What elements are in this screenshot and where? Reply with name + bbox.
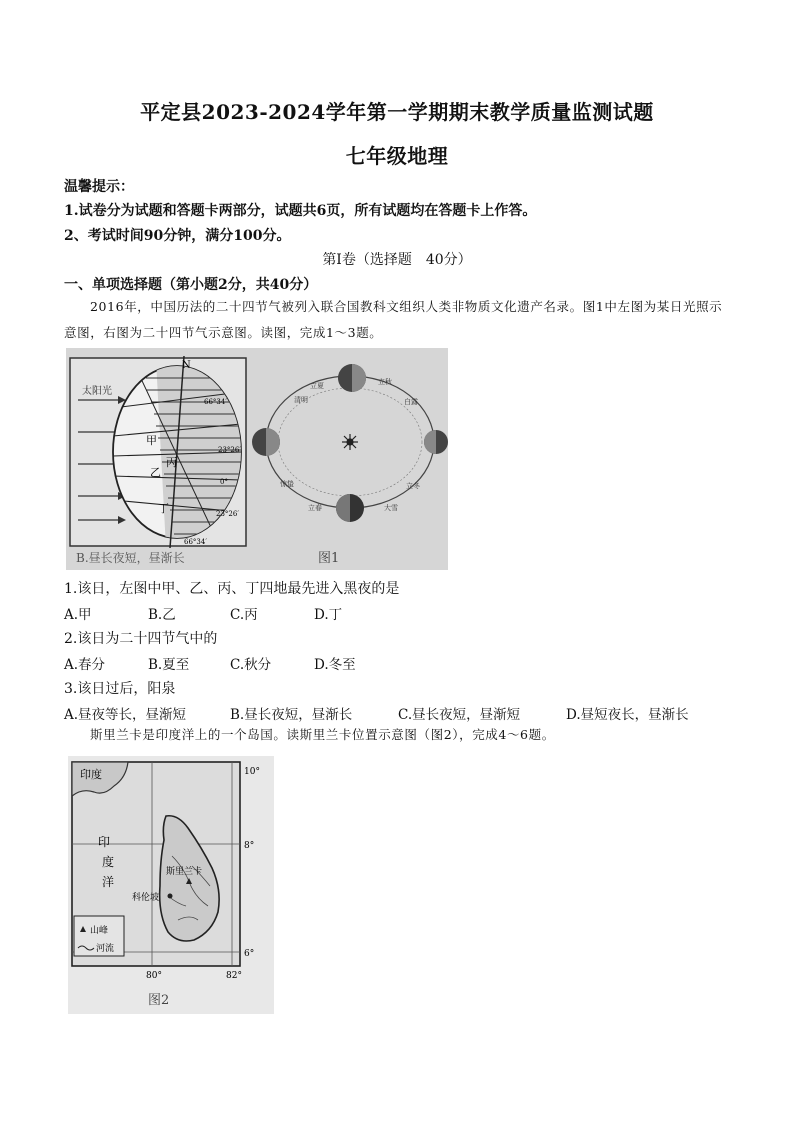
- place-ding: 丁: [158, 502, 169, 515]
- lat-label-66n: 66°34′: [204, 398, 227, 406]
- question-3-stem: 3.该日过后，阳泉: [64, 681, 176, 697]
- term-label-1: 清明: [294, 396, 308, 404]
- term-label-5: 立冬: [406, 482, 420, 490]
- question-3-option-c[interactable]: C.昼长夜短，昼渐短: [398, 707, 521, 723]
- question-1-option-b[interactable]: B.乙: [148, 607, 176, 623]
- question-2-stem: 2.该日为二十四节气中的: [64, 631, 218, 647]
- place-yi: 乙: [150, 466, 161, 479]
- question-2-option-d[interactable]: D.冬至: [314, 657, 356, 673]
- part-heading: 一、单项选择题（第小题2分，共40分）: [64, 277, 318, 293]
- page-title: 平定县2023-2024学年第一学期期末教学质量监测试题: [140, 100, 654, 124]
- lat-label-6: 6°: [244, 949, 255, 959]
- lat-label-23n: 23°26′: [218, 446, 241, 454]
- question-2-option-a[interactable]: A.春分: [64, 657, 106, 673]
- axis-label: N: [182, 360, 191, 371]
- notice-label: 温馨提示：: [64, 179, 134, 195]
- question-2-option-c[interactable]: C.秋分: [230, 657, 272, 673]
- label-ocean-2: 度: [102, 855, 115, 869]
- sun-icon: [342, 434, 358, 450]
- question-1-stem: 1.该日，左图中甲、乙、丙、丁四地最先进入黑夜的是: [64, 581, 400, 597]
- figure-1-caption: 图1: [318, 551, 340, 566]
- lat-label-66s: 66°34′: [184, 538, 207, 546]
- place-bing: 丙: [166, 456, 177, 469]
- sunlight-label-1: 太阳光: [82, 386, 112, 397]
- term-label-8: 惊蛰: [280, 480, 294, 488]
- legend-river-label: 河流: [96, 944, 115, 954]
- figure-1-overlay-text: B.昼长夜短，昼渐长: [76, 551, 185, 565]
- intro-paragraph-2: 斯里兰卡是印度洋上的一个岛国。读斯里兰卡位置示意图（图2），完成4～6题。: [90, 727, 555, 742]
- notice-item-1: 1.试卷分为试题和答题卡两部分，试题共6页，所有试题均在答题卡上作答。: [64, 203, 537, 219]
- label-city: 科伦坡: [132, 893, 160, 903]
- figure-2-caption: 图2: [148, 993, 170, 1008]
- question-1-option-c[interactable]: C.丙: [230, 607, 258, 623]
- lat-label-23s: 23°26′: [216, 510, 239, 518]
- question-1-option-d[interactable]: D.丁: [314, 607, 343, 623]
- question-3-option-a[interactable]: A.昼夜等长，昼渐短: [64, 707, 187, 723]
- volume-heading: 第Ⅰ卷（选择题 40分）: [322, 252, 472, 268]
- page-subtitle: 七年级地理: [345, 144, 449, 168]
- term-label-7: 立春: [308, 504, 322, 512]
- label-ocean-3: 洋: [102, 875, 115, 889]
- city-marker-icon: [168, 894, 173, 899]
- lon-label-80: 80°: [146, 971, 162, 981]
- figure-2: [68, 756, 274, 1014]
- term-label-2: 立夏: [310, 382, 324, 390]
- label-country: 斯里兰卡: [166, 867, 203, 877]
- term-label-3: 立秋: [378, 378, 392, 386]
- notice-item-2: 2、考试时间90分钟，满分100分。: [64, 228, 291, 244]
- intro-paragraph-1: 2016年，中国历法的二十四节气被列入联合国教科文组织人类非物质文化遗产名录。图1中左图为某日光照示意图，右图为二十四节气示意图。读图，完成1～3题。: [64, 299, 723, 340]
- lat-label-8: 8°: [244, 841, 255, 851]
- lat-label-10: 10°: [244, 767, 260, 777]
- legend-mountain-label: 山峰: [90, 926, 109, 936]
- figure-1: [66, 348, 448, 570]
- label-ocean-1: 印: [98, 835, 111, 849]
- question-2-option-b[interactable]: B.夏至: [148, 657, 190, 673]
- question-3-option-b[interactable]: B.昼长夜短，昼渐长: [230, 707, 353, 723]
- term-label-4: 白露: [404, 398, 418, 406]
- question-1-option-a[interactable]: A.甲: [64, 607, 92, 623]
- sunlight-diagram: [70, 356, 246, 548]
- lon-label-82: 82°: [226, 971, 242, 981]
- question-3-option-d[interactable]: D.昼短夜长，昼渐长: [566, 707, 689, 723]
- label-india: 印度: [80, 768, 102, 781]
- term-label-6: 大雪: [384, 504, 398, 512]
- lat-label-0: 0°: [220, 478, 228, 486]
- place-jia: 甲: [146, 434, 157, 447]
